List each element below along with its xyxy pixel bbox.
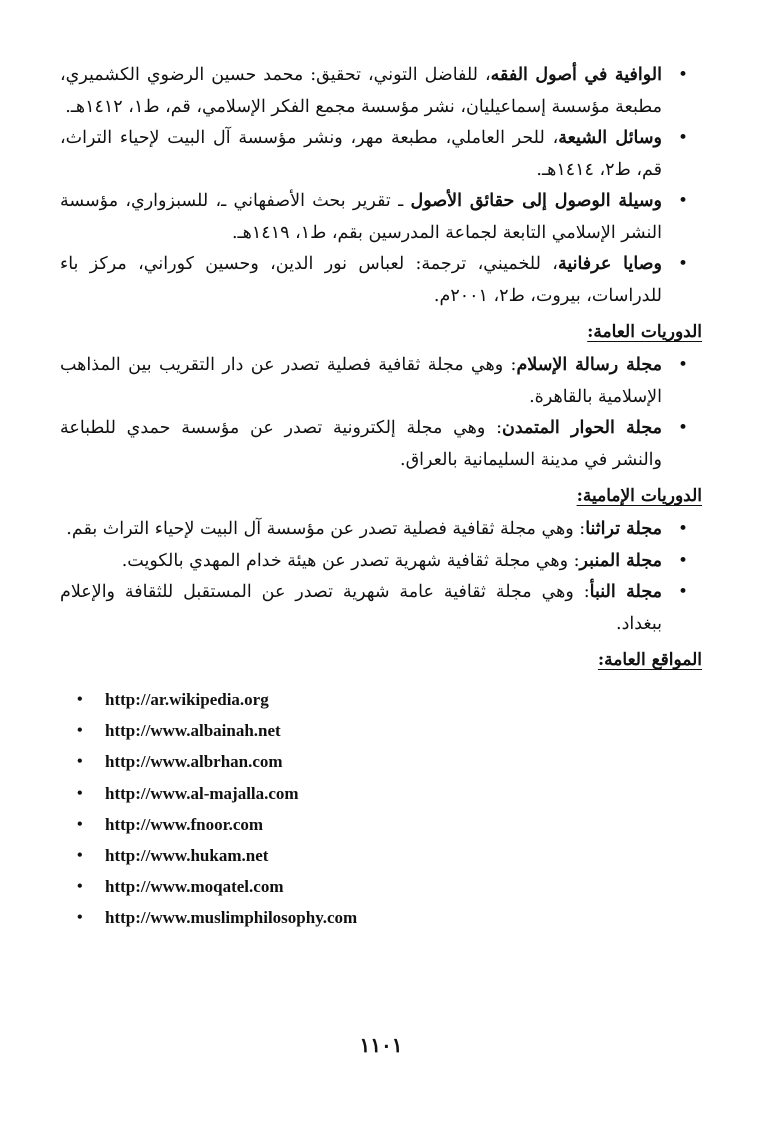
website-url[interactable]: http://www.muslimphilosophy.com xyxy=(105,908,358,928)
page-number: ١١٠١ xyxy=(359,1033,403,1057)
entry-text: ، للفاضل التوني، تحقيق: محمد حسين الرضوي الكشميري، مطبعة مؤسسة إسماعيليان، نشر مؤسسة مجمع الفكر الإسلامي، قم، ط١، ١٤١٢هـ. xyxy=(60,65,662,117)
bullet-icon: • xyxy=(77,847,83,865)
entry-title: مجلة رسالة الإسلام xyxy=(516,355,662,375)
general-periodicals-list xyxy=(60,350,702,476)
bullet-icon: • xyxy=(677,550,688,571)
bullet-icon: • xyxy=(677,254,688,274)
entry-title: الوافية في أصول الفقه xyxy=(490,65,662,85)
entry-text: : وهي مجلة ثقافية عامة شهرية تصدر عن المستقبل للثقافة والإعلام ببغداد. xyxy=(60,582,662,634)
websites-list xyxy=(60,684,702,934)
website-url[interactable]: http://www.moqatel.com xyxy=(105,877,284,897)
website-url[interactable]: http://www.albainah.net xyxy=(105,721,281,741)
website-url[interactable]: http://www.al-majalla.com xyxy=(105,783,299,803)
list-item xyxy=(60,186,702,249)
website-item xyxy=(60,809,702,840)
entry-text: : وهي مجلة ثقافية فصلية تصدر عن مؤسسة آل البيت لإحياء التراث بقم. xyxy=(66,519,586,539)
list-item xyxy=(60,413,702,476)
website-item xyxy=(60,871,702,902)
references-list xyxy=(60,60,702,312)
website-item xyxy=(60,778,702,809)
bullet-icon: • xyxy=(77,722,83,740)
website-item xyxy=(60,746,702,777)
entry-title: وصايا عرفانية xyxy=(557,254,662,274)
section-heading-imami-periodicals: الدوريات الإمامية: xyxy=(576,486,702,506)
website-item xyxy=(60,715,702,746)
bullet-icon: • xyxy=(77,691,83,708)
entry-title: مجلة المنبر xyxy=(579,550,662,571)
entry-text: ، للحر العاملي، مطبعة مهر، ونشر مؤسسة آل البيت لإحياء التراث، قم، ط٢، ١٤١٤هـ. xyxy=(60,128,662,180)
entry-text: : وهي مجلة ثقافية فصلية تصدر عن دار التقريب بين المذاهب الإسلامية بالقاهرة. xyxy=(60,355,662,407)
website-url[interactable]: http://ar.wikipedia.org xyxy=(105,690,269,709)
bullet-icon: • xyxy=(677,65,688,85)
bullet-icon: • xyxy=(677,519,688,539)
section-heading-websites: المواقع العامة: xyxy=(597,650,702,670)
page-content xyxy=(60,60,702,934)
bullet-icon: • xyxy=(677,191,688,211)
list-item xyxy=(60,60,702,123)
list-item xyxy=(60,123,702,186)
bullet-icon: • xyxy=(677,582,688,602)
entry-text: : وهي مجلة ثقافية شهرية تصدر عن هيئة خدام المهدي بالكويت. xyxy=(121,550,580,571)
entry-title: وسائل الشيعة xyxy=(558,128,663,148)
website-url[interactable]: http://www.fnoor.com xyxy=(105,814,264,834)
entry-text: ـ تقرير بحث الأصفهاني ـ، للسبزواري، مؤسسة النشر الإسلامي التابعة لجماعة المدرسين بقم، ط١، ١٤١٩هـ. xyxy=(60,191,662,243)
entry-text: ، للخميني، ترجمة: لعباس نور الدين، وحسين كوراني، مركز باء للدراسات، بيروت، ط٢، ٢٠٠١م. xyxy=(60,254,662,306)
list-item xyxy=(60,249,702,312)
bullet-icon: • xyxy=(677,355,688,375)
list-item xyxy=(60,350,702,413)
section-heading-general-periodicals: الدوريات العامة: xyxy=(587,322,702,342)
entry-title: مجلة النبأ xyxy=(589,582,663,602)
bullet-icon: • xyxy=(77,909,83,927)
website-item xyxy=(60,840,702,871)
website-url[interactable]: http://www.hukam.net xyxy=(105,846,269,866)
bullet-icon: • xyxy=(677,128,688,148)
bullet-icon: • xyxy=(77,784,83,802)
entry-title: مجلة تراثنا xyxy=(585,519,662,539)
bullet-icon: • xyxy=(77,753,83,771)
entry-title: وسيلة الوصول إلى حقائق الأصول xyxy=(410,191,662,211)
bullet-icon: • xyxy=(77,815,83,833)
website-url[interactable]: http://www.albrhan.com xyxy=(105,752,283,772)
website-item xyxy=(60,684,702,715)
website-item xyxy=(60,902,702,933)
list-item xyxy=(60,577,702,640)
entry-title: مجلة الحوار المتمدن xyxy=(502,418,663,438)
list-item xyxy=(60,514,702,546)
bullet-icon: • xyxy=(677,418,688,438)
imami-periodicals-list xyxy=(60,514,702,640)
entry-text: : وهي مجلة إلكترونية تصدر عن مؤسسة حمدي للطباعة والنشر في مدينة السليمانية بالعراق. xyxy=(60,418,662,470)
list-item xyxy=(60,546,702,578)
bullet-icon: • xyxy=(77,878,83,896)
